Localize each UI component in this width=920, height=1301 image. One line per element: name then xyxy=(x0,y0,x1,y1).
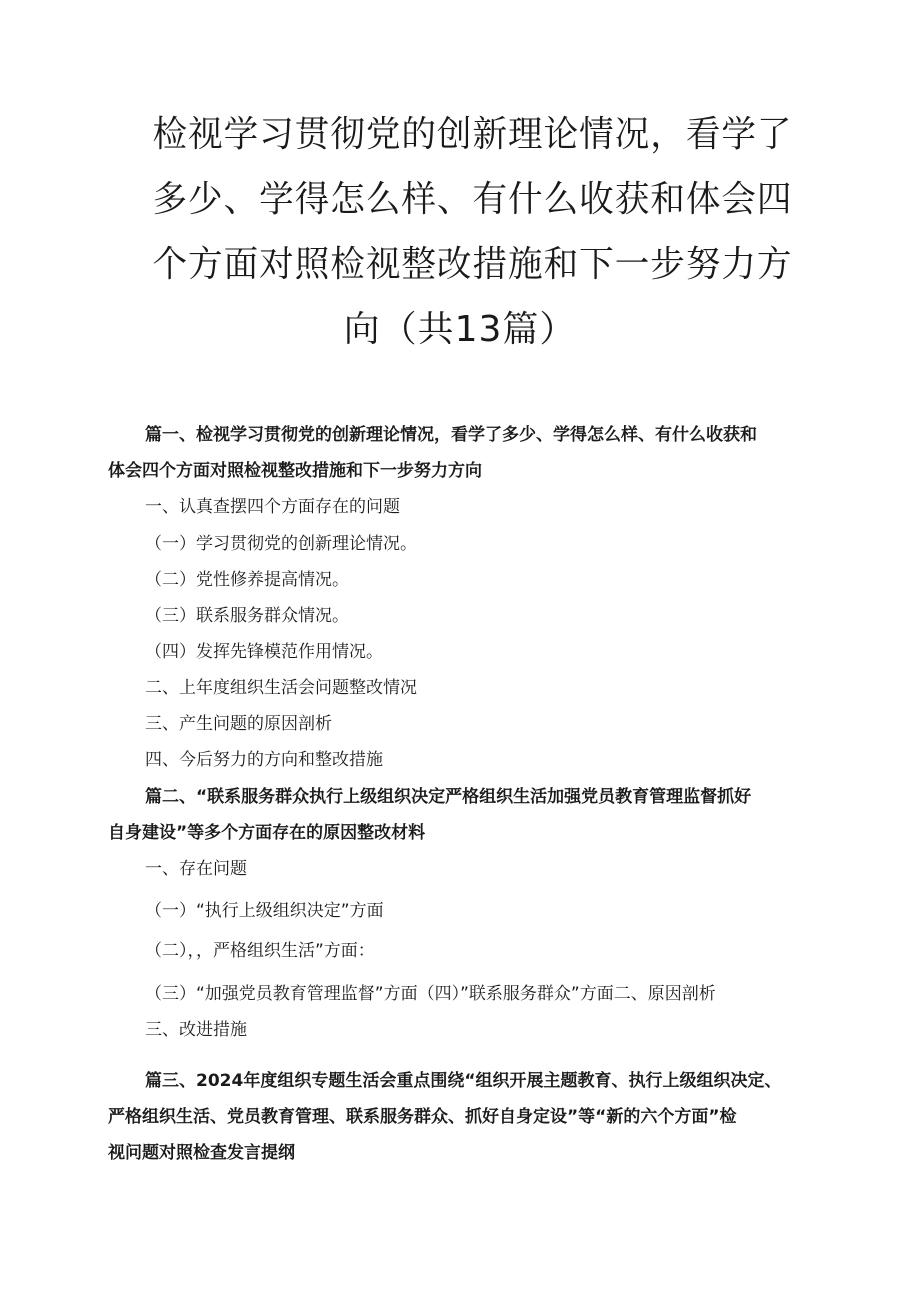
section1-item: 一、认真查摆四个方面存在的问题 xyxy=(145,497,400,517)
section2-item: （三）“加强党员教育管理监督”方面（四）”联系服务群众”方面二、原因剖析 xyxy=(145,984,716,1004)
section2-item: （二），，严格组织生活”方面： xyxy=(145,941,375,961)
section3-heading-line: 视问题对照检查发言提纲 xyxy=(108,1143,295,1163)
section1-item: （三）联系服务群众情况。 xyxy=(145,606,349,626)
section2-item: （一）“执行上级组织决定”方面 xyxy=(145,901,384,921)
section1-heading-line: 篇一、检视学习贯彻党的创新理论情况，看学了多少、学得怎么样、有什么收获和 xyxy=(145,425,757,445)
document-title xyxy=(140,102,793,362)
section1-item: （二）党性修养提高情况。 xyxy=(145,570,349,590)
section3-heading-line: 严格组织生活、党员教育管理、联系服务群众、抓好自身定设”等“新的六个方面”检 xyxy=(108,1107,737,1127)
section2-item: 三、改进措施 xyxy=(145,1020,247,1040)
title-line: 向（共13篇） xyxy=(343,309,577,350)
title-line: 检视学习贯彻党的创新理论情况，看学了 xyxy=(152,114,793,155)
section1-item: 四、今后努力的方向和整改措施 xyxy=(145,750,383,770)
section1-item: （一）学习贯彻党的创新理论情况。 xyxy=(145,534,417,554)
section1-heading-line: 体会四个方面对照检视整改措施和下一步努力方向 xyxy=(108,461,482,481)
section1-item: 三、产生问题的原因剖析 xyxy=(145,714,332,734)
section2-item: 一、存在问题 xyxy=(145,859,247,879)
title-line: 个方面对照检视整改措施和下一步努力方 xyxy=(152,244,793,285)
section1-item: （四）发挥先锋模范作用情况。 xyxy=(145,642,383,662)
section1-item: 二、上年度组织生活会问题整改情况 xyxy=(145,678,417,698)
title-line: 多少、学得怎么样、有什么收获和体会四 xyxy=(152,179,793,220)
section2-heading-line: 自身建设”等多个方面存在的原因整改材料 xyxy=(108,823,426,843)
section2-heading-line: 篇二、“联系服务群众执行上级组织决定严格组织生活加强党员教育管理监督抓好 xyxy=(145,787,752,807)
section3-heading-line: 篇三、2024年度组织专题生活会重点围绕“组织开展主题教育、执行上级组织决定、 xyxy=(145,1071,782,1091)
